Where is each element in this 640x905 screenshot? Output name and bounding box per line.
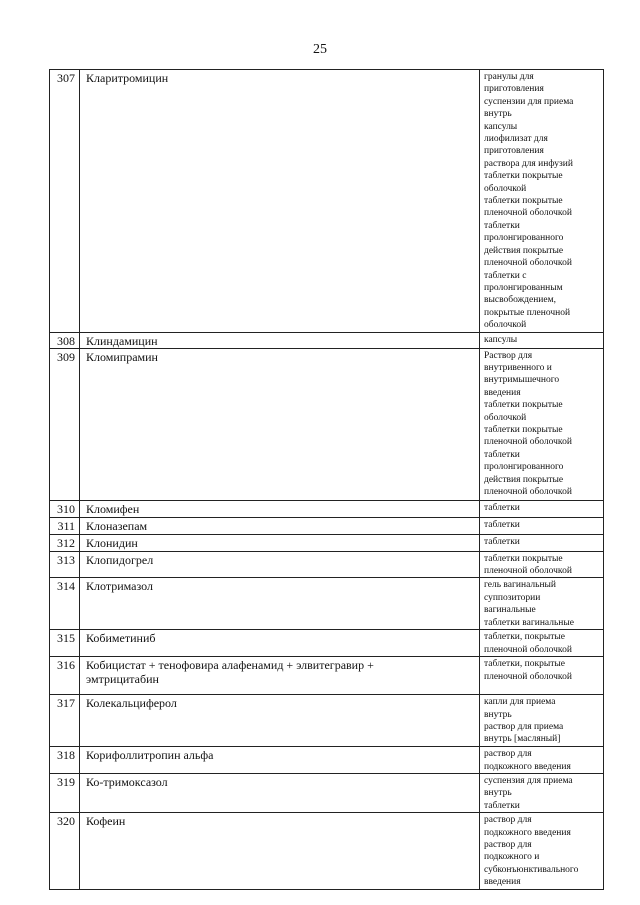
drug-name: Кофеин xyxy=(80,813,480,889)
dosage-form-line: капсулы xyxy=(484,121,518,132)
table-row xyxy=(50,70,604,333)
table-row xyxy=(50,500,604,517)
dosage-form-line: капсулы xyxy=(484,334,518,345)
row-number: 307 xyxy=(50,70,80,333)
dosage-form-line: гель вагинальный xyxy=(484,580,557,591)
dosage-form-line: раствор для xyxy=(484,840,532,850)
dosage-form-line: гранулы для xyxy=(484,72,534,82)
dosage-form-line: покрытые пленочной xyxy=(484,307,571,318)
row-number: 308 xyxy=(50,332,80,348)
dosage-forms xyxy=(480,551,604,578)
dosage-form-line: оболочкой xyxy=(484,412,527,423)
dosage-forms xyxy=(480,813,604,889)
drug-name-line: эмтрицитабин xyxy=(86,672,159,687)
drug-name: Колекальциферол xyxy=(80,695,480,747)
dosage-form-line: суспензия для приема xyxy=(484,775,573,786)
dosage-form-line: пленочной оболочкой xyxy=(484,208,572,219)
drug-name: Ко-тримоксазол xyxy=(80,773,480,812)
dosage-form-line: действия покрытые xyxy=(484,474,564,485)
row-number: 319 xyxy=(50,773,80,812)
dosage-form-line: таблетки с xyxy=(484,270,527,281)
dosage-form-line: пленочной оболочкой xyxy=(484,437,572,448)
dosage-form-line: введения xyxy=(484,877,521,888)
table-row xyxy=(50,630,604,657)
row-number: 320 xyxy=(50,813,80,889)
row-number: 309 xyxy=(50,348,80,500)
dosage-form-line: пролонгированным xyxy=(484,282,563,293)
drug-name: Клонидин xyxy=(80,534,480,551)
dosage-form-line: подкожного введения xyxy=(484,827,571,838)
dosage-form-line: оболочкой xyxy=(484,183,527,194)
table-row xyxy=(50,348,604,500)
dosage-form-line: раствор для xyxy=(484,815,532,826)
table-row xyxy=(50,747,604,774)
dosage-form-line: суппозитории xyxy=(484,592,541,603)
drug-name xyxy=(80,657,480,695)
table-row xyxy=(50,657,604,695)
dosage-form-line: внутримышечного xyxy=(484,375,560,386)
table-row xyxy=(50,773,604,812)
dosage-form-line: таблетки покрытые xyxy=(484,553,563,564)
table-row xyxy=(50,517,604,534)
dosage-form-line: таблетки, покрытые xyxy=(484,632,565,643)
dosage-forms xyxy=(480,695,604,747)
dosage-form-line: приготовления xyxy=(484,84,544,95)
dosage-forms xyxy=(480,657,604,695)
dosage-form-line: внутрь [масляный] xyxy=(484,734,561,745)
dosage-form-line: внутрь xyxy=(484,788,512,799)
page-number: 25 xyxy=(313,42,327,57)
dosage-form-line: таблетки покрытые xyxy=(484,171,563,182)
dosage-form-line: высвобождением, xyxy=(484,295,556,306)
dosage-form-line: таблетки xyxy=(484,502,520,513)
row-number: 315 xyxy=(50,630,80,657)
table-row xyxy=(50,332,604,348)
dosage-form-line: пленочной оболочкой xyxy=(484,565,572,576)
dosage-form-line: капли для приема xyxy=(484,697,556,708)
drug-name: Корифоллитропин альфа xyxy=(80,747,480,774)
dosage-forms xyxy=(480,332,604,348)
dosage-form-line: введения xyxy=(484,387,521,398)
dosage-form-line: пролонгированного xyxy=(484,462,564,473)
dosage-form-line: суспензии для приема xyxy=(484,96,574,107)
dosage-form-line: таблетки покрытые xyxy=(484,424,563,435)
dosage-forms xyxy=(480,578,604,630)
row-number: 316 xyxy=(50,657,80,695)
drug-name: Клопидогрел xyxy=(80,551,480,578)
drug-table xyxy=(49,69,604,890)
dosage-form-line: внутрь xyxy=(484,709,512,720)
dosage-form-line: пленочной оболочкой xyxy=(484,487,572,497)
table-row xyxy=(50,578,604,630)
dosage-forms xyxy=(480,348,604,500)
dosage-form-line: раствора для инфузий xyxy=(484,158,573,169)
dosage-form-line: пленочной оболочкой xyxy=(484,258,572,269)
dosage-form-line: субконъюнктивального xyxy=(484,864,579,875)
dosage-form-line: внутрь xyxy=(484,109,512,120)
dosage-form-line: пленочной оболочкой xyxy=(484,644,572,655)
dosage-form-line: раствор для приема xyxy=(484,721,564,732)
dosage-form-line: таблетки вагинальные xyxy=(484,617,574,628)
row-number: 313 xyxy=(50,551,80,578)
row-number: 311 xyxy=(50,517,80,534)
dosage-forms xyxy=(480,773,604,812)
dosage-forms xyxy=(480,500,604,517)
dosage-form-line: подкожного и xyxy=(484,852,540,863)
drug-name: Кломипрамин xyxy=(80,348,480,500)
row-number: 317 xyxy=(50,695,80,747)
dosage-form-line: оболочкой xyxy=(484,320,527,331)
table-row xyxy=(50,551,604,578)
dosage-form-line: таблетки xyxy=(484,449,520,460)
row-number: 310 xyxy=(50,500,80,517)
table-row xyxy=(50,813,604,889)
dosage-form-line: пленочной оболочкой xyxy=(484,671,572,682)
row-number: 314 xyxy=(50,578,80,630)
dosage-form-line: лиофилизат для xyxy=(484,134,548,145)
dosage-form-line: внутривенного и xyxy=(484,362,552,373)
table-row xyxy=(50,534,604,551)
row-number: 318 xyxy=(50,747,80,774)
dosage-forms xyxy=(480,534,604,551)
row-number: 312 xyxy=(50,534,80,551)
drug-name: Кобиметиниб xyxy=(80,630,480,657)
drug-name: Кломифен xyxy=(80,500,480,517)
dosage-forms xyxy=(480,630,604,657)
dosage-form-line: таблетки покрытые xyxy=(484,400,563,411)
dosage-form-line: таблетки xyxy=(484,536,520,547)
dosage-form-line: таблетки xyxy=(484,220,520,231)
dosage-form-line: Раствор для xyxy=(484,350,533,361)
drug-name: Клотримазол xyxy=(80,578,480,630)
table-row xyxy=(50,695,604,747)
dosage-forms xyxy=(480,517,604,534)
drug-name: Клиндамицин xyxy=(80,332,480,348)
drug-name: Клоназепам xyxy=(80,517,480,534)
dosage-form-line: раствор для xyxy=(484,749,532,760)
drug-name: Кларитромицин xyxy=(80,70,480,333)
dosage-form-line: приготовления xyxy=(484,146,544,157)
dosage-form-line: действия покрытые xyxy=(484,245,564,256)
dosage-form-line: подкожного введения xyxy=(484,761,571,772)
dosage-form-line: пролонгированного xyxy=(484,233,564,244)
dosage-forms xyxy=(480,70,604,333)
dosage-form-line: таблетки xyxy=(484,800,520,811)
dosage-form-line: таблетки xyxy=(484,519,520,530)
dosage-form-line: таблетки покрытые xyxy=(484,196,563,207)
dosage-form-line: вагинальные xyxy=(484,605,536,616)
dosage-form-line: таблетки, покрытые xyxy=(484,659,565,670)
dosage-forms xyxy=(480,747,604,774)
drug-name-line: Кобицистат + тенофовира алафенамид + элвитегравир + xyxy=(86,658,374,673)
